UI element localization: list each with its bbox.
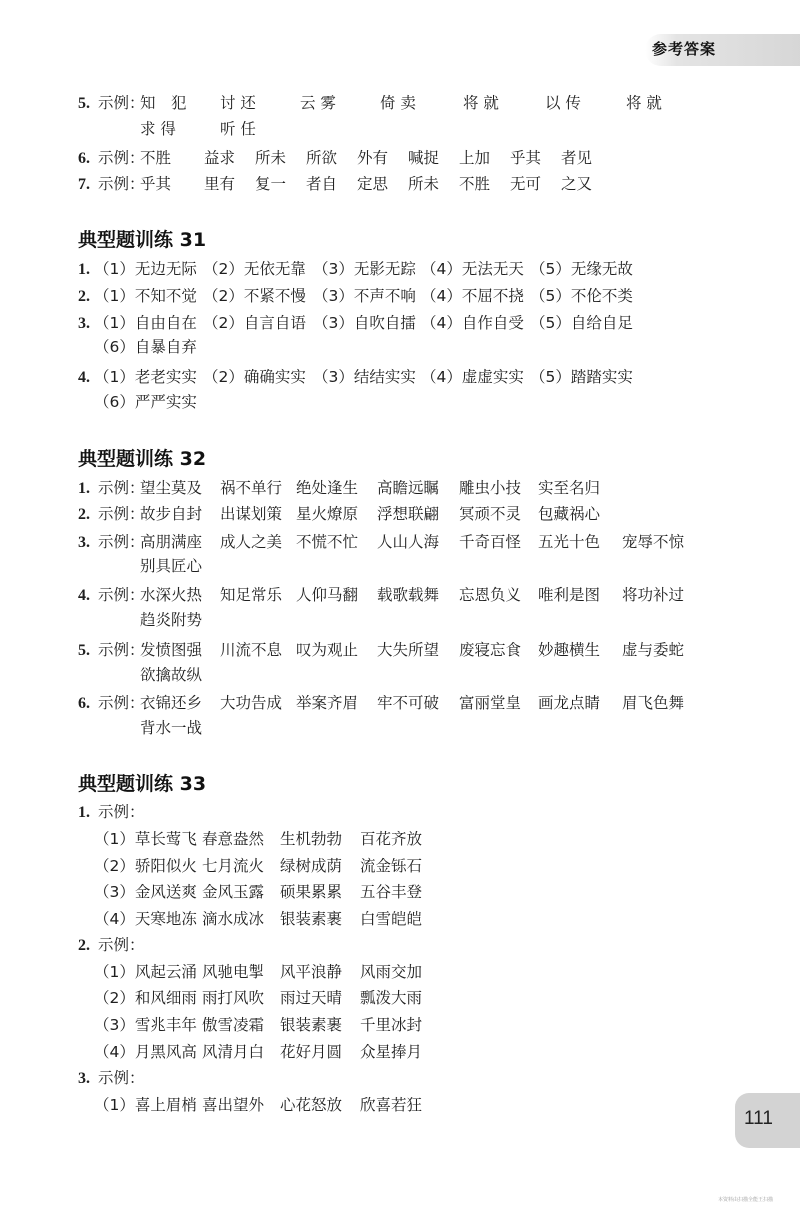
answer-item: （1）无边无际 — [94, 260, 197, 278]
answer-item: 背水一战 — [140, 719, 203, 737]
answer-item: 雨过天晴 — [280, 989, 343, 1007]
answer-item: 上加 — [459, 149, 491, 167]
answer-item: （1）喜上眉梢 — [94, 1096, 197, 1114]
section-title-33: 典型题训练 33 — [78, 773, 207, 795]
answer-item: 欣喜若狂 — [360, 1096, 423, 1114]
answer-item: 不慌不忙 — [296, 533, 359, 551]
answer-item: 外有 — [357, 149, 389, 167]
answer-item: 定思 — [357, 175, 389, 193]
answer-item: 讨 还 — [220, 94, 256, 112]
answer-item: 倚 卖 — [380, 94, 416, 112]
answer-item: 不胜 — [140, 149, 172, 167]
answer-item: 叹为观止 — [296, 641, 359, 659]
answer-item: 五光十色 — [538, 533, 601, 551]
answer-32-3: 3. 示例： 高朋满座 成人之美 不慌不忙 人山人海 千奇百怪 五光十色 宠辱不惊 — [78, 530, 145, 554]
answer-item: 所未 — [408, 175, 440, 193]
answer-item: 忘恩负义 — [459, 586, 522, 604]
answer-item: 滴水成冰 — [202, 910, 265, 928]
answer-31-4: 4. （1）老老实实 （2）确确实实 （3）结结实实 （4）虚虚实实 （5）踏踏实实 — [78, 365, 98, 389]
answer-item: 举案齐眉 — [296, 694, 359, 712]
section-title-31: 典型题训练 31 — [78, 229, 207, 251]
answer-item: 所未 — [255, 149, 287, 167]
answer-item: 风雨交加 — [360, 963, 423, 981]
answer-item: （6）自暴自弃 — [94, 338, 197, 356]
answer-item: 大失所望 — [377, 641, 440, 659]
answer-item: 发愤图强 — [140, 641, 203, 659]
answer-item: 风平浪静 — [280, 963, 343, 981]
answer-item: 里有 — [204, 175, 236, 193]
answer-item: （2）自言自语 — [203, 314, 306, 332]
answer-item: 绝处逢生 — [296, 479, 359, 497]
answer-item: （1）老老实实 — [94, 368, 197, 386]
answer-item: （5）无缘无故 — [530, 260, 633, 278]
answer-item: 生机勃勃 — [280, 830, 343, 848]
answer-item: 大功告成 — [220, 694, 283, 712]
answer-31-3: 3. （1）自由自在 （2）自言自语 （3）自吹自擂 （4）自作自受 （5）自给自足 — [78, 311, 98, 335]
answer-item: 浮想联翩 — [377, 505, 440, 523]
answer-item: （4）不屈不挠 — [421, 287, 524, 305]
answer-item: 乎其 — [510, 149, 542, 167]
answer-item: （2）不紧不慢 — [203, 287, 306, 305]
answer-item: 硕果累累 — [280, 883, 343, 901]
answer-item: 风驰电掣 — [202, 963, 265, 981]
answer-item: （3）自吹自擂 — [313, 314, 416, 332]
answer-item: 人山人海 — [377, 533, 440, 551]
answer-item: 银装素裹 — [280, 1016, 343, 1034]
answer-item: 画龙点睛 — [538, 694, 601, 712]
answer-item: 富丽堂皇 — [459, 694, 522, 712]
answer-item: （4）月黑风高 — [94, 1043, 197, 1061]
answer-item: （4）天寒地冻 — [94, 910, 197, 928]
answer-item: 以 传 — [545, 94, 581, 112]
answer-item: （2）和风细雨 — [94, 989, 197, 1007]
answer-item: 废寝忘食 — [459, 641, 522, 659]
answer-item: 人仰马翻 — [296, 586, 359, 604]
answer-item: （2）骄阳似火 — [94, 857, 197, 875]
answer-33-2: 2. 示例： — [78, 936, 145, 954]
answer-item: 水深火热 — [140, 586, 203, 604]
answer-item: 成人之美 — [220, 533, 283, 551]
answer-item: 出谋划策 — [220, 505, 283, 523]
answer-33-3: 3. 示例： — [78, 1069, 145, 1087]
answer-31-2: 2. （1）不知不觉 （2）不紧不慢 （3）不声不响 （4）不屈不挠 （5）不伦不类 — [78, 284, 98, 308]
answer-item: （4）虚虚实实 — [421, 368, 524, 386]
answer-item: 雨打风吹 — [202, 989, 265, 1007]
answer-item: 不胜 — [459, 175, 491, 193]
answer-item: 风清月白 — [202, 1043, 265, 1061]
answer-item: 心花怒放 — [280, 1096, 343, 1114]
answer-item: 听 任 — [220, 120, 256, 138]
answer-item: 者自 — [306, 175, 338, 193]
answer-item: （2）无依无靠 — [203, 260, 306, 278]
answer-item: 实至名归 — [538, 479, 601, 497]
answer-item: 别具匠心 — [140, 557, 203, 575]
answer-item: 唯利是图 — [538, 586, 601, 604]
answer-32-6: 6. 示例： 衣锦还乡 大功告成 举案齐眉 牢不可破 富丽堂皇 画龙点睛 眉飞色舞 — [78, 691, 145, 715]
answer-item: （3）金风送爽 — [94, 883, 197, 901]
answer-item: （1）草长莺飞 — [94, 830, 197, 848]
answer-item: 衣锦还乡 — [140, 694, 203, 712]
answer-item: 宠辱不惊 — [622, 533, 685, 551]
answer-item: 乎其 — [140, 175, 172, 193]
answer-item: 流金铄石 — [360, 857, 423, 875]
answer-item: 故步自封 — [140, 505, 203, 523]
page-number: 111 — [744, 1108, 773, 1129]
footer-note: 本资料由扫描全能王扫描 — [718, 1197, 774, 1203]
answer-item: 欲擒故纵 — [140, 666, 203, 684]
answer-item: 川流不息 — [220, 641, 283, 659]
answer-item: （3）结结实实 — [313, 368, 416, 386]
answer-item: （3）不声不响 — [313, 287, 416, 305]
answer-item: 趋炎附势 — [140, 611, 203, 629]
answer-item: 牢不可破 — [377, 694, 440, 712]
answer-item: 者见 — [561, 149, 593, 167]
answer-item: 所欲 — [306, 149, 338, 167]
answer-item: 高瞻远瞩 — [377, 479, 440, 497]
answer-item: 虚与委蛇 — [622, 641, 685, 659]
answer-item: 绿树成荫 — [280, 857, 343, 875]
answer-item: 花好月圆 — [280, 1043, 343, 1061]
answer-item: 冥顽不灵 — [459, 505, 522, 523]
answer-item: （5）踏踏实实 — [530, 368, 633, 386]
answer-item: 雕虫小技 — [459, 479, 522, 497]
answer-32-4: 4. 示例： 水深火热 知足常乐 人仰马翻 载歌载舞 忘恩负义 唯利是图 将功补过 — [78, 583, 145, 607]
answer-item: （5）自给自足 — [530, 314, 633, 332]
answer-32-1: 1. 示例： 望尘莫及 祸不单行 绝处逢生 高瞻远瞩 雕虫小技 实至名归 — [78, 476, 145, 500]
answer-item: 星火燎原 — [296, 505, 359, 523]
answer-item: 千里冰封 — [360, 1016, 423, 1034]
answer-item: （1）自由自在 — [94, 314, 197, 332]
answer-item: 将 就 — [626, 94, 662, 112]
answer-item: （4）自作自受 — [421, 314, 524, 332]
answer-6: 6. 示例： 不胜 益求 所未 所欲 外有 喊捉 上加 乎其 者见 — [78, 146, 145, 170]
answer-item: 金风玉露 — [202, 883, 265, 901]
answer-item: 将功补过 — [622, 586, 685, 604]
answer-32-5: 5. 示例： 发愤图强 川流不息 叹为观止 大失所望 废寝忘食 妙趣横生 虚与委蛇 — [78, 638, 145, 662]
answer-7: 7. 示例： 乎其 里有 复一 者自 定思 所未 不胜 无可 之又 — [78, 172, 145, 196]
answer-item: 无可 — [510, 175, 542, 193]
answer-item: 求 得 — [140, 120, 176, 138]
answer-item: 祸不单行 — [220, 479, 283, 497]
answer-item: 复一 — [255, 175, 287, 193]
answer-item: 瓢泼大雨 — [360, 989, 423, 1007]
answer-item: 五谷丰登 — [360, 883, 423, 901]
answer-item: 益求 — [204, 149, 236, 167]
answer-item: 高朋满座 — [140, 533, 203, 551]
answer-item: （3）雪兆丰年 — [94, 1016, 197, 1034]
answer-item: 千奇百怪 — [459, 533, 522, 551]
answer-item: 云 雾 — [300, 94, 336, 112]
answer-item: （2）确确实实 — [203, 368, 306, 386]
answer-5: 5. 示例： 知 犯 讨 还 云 雾 倚 卖 将 就 以 传 将 就 — [78, 91, 145, 115]
answer-item: 喜出望外 — [202, 1096, 265, 1114]
answer-item: 之又 — [561, 175, 593, 193]
answer-item: （1）不知不觉 — [94, 287, 197, 305]
answer-item: 傲雪凌霜 — [202, 1016, 265, 1034]
answer-item: 喊捉 — [408, 149, 440, 167]
answer-item: （5）不伦不类 — [530, 287, 633, 305]
answer-item: 知 犯 — [140, 94, 187, 112]
section-title-32: 典型题训练 32 — [78, 448, 207, 470]
answer-item: 百花齐放 — [360, 830, 423, 848]
answer-item: 白雪皑皑 — [360, 910, 423, 928]
header-label: 参考答案 — [652, 40, 717, 58]
answer-32-2: 2. 示例： 故步自封 出谋划策 星火燎原 浮想联翩 冥顽不灵 包藏祸心 — [78, 502, 145, 526]
answer-item: 包藏祸心 — [538, 505, 601, 523]
answer-31-1: 1. （1）无边无际 （2）无依无靠 （3）无影无踪 （4）无法无天 （5）无缘无故 — [78, 257, 98, 281]
answer-33-1: 1. 示例： — [78, 803, 145, 821]
answer-item: 众星捧月 — [360, 1043, 423, 1061]
answer-item: （4）无法无天 — [421, 260, 524, 278]
answer-item: 银装素裹 — [280, 910, 343, 928]
answer-item: 知足常乐 — [220, 586, 283, 604]
answer-item: 春意盎然 — [202, 830, 265, 848]
answer-item: 妙趣横生 — [538, 641, 601, 659]
answer-item: （3）无影无踪 — [313, 260, 416, 278]
answer-item: 载歌载舞 — [377, 586, 440, 604]
answer-item: 望尘莫及 — [140, 479, 203, 497]
answer-item: （1）风起云涌 — [94, 963, 197, 981]
answer-item: 将 就 — [463, 94, 499, 112]
answer-item: （6）严严实实 — [94, 393, 197, 411]
answer-item: 七月流火 — [202, 857, 265, 875]
answer-item: 眉飞色舞 — [622, 694, 685, 712]
